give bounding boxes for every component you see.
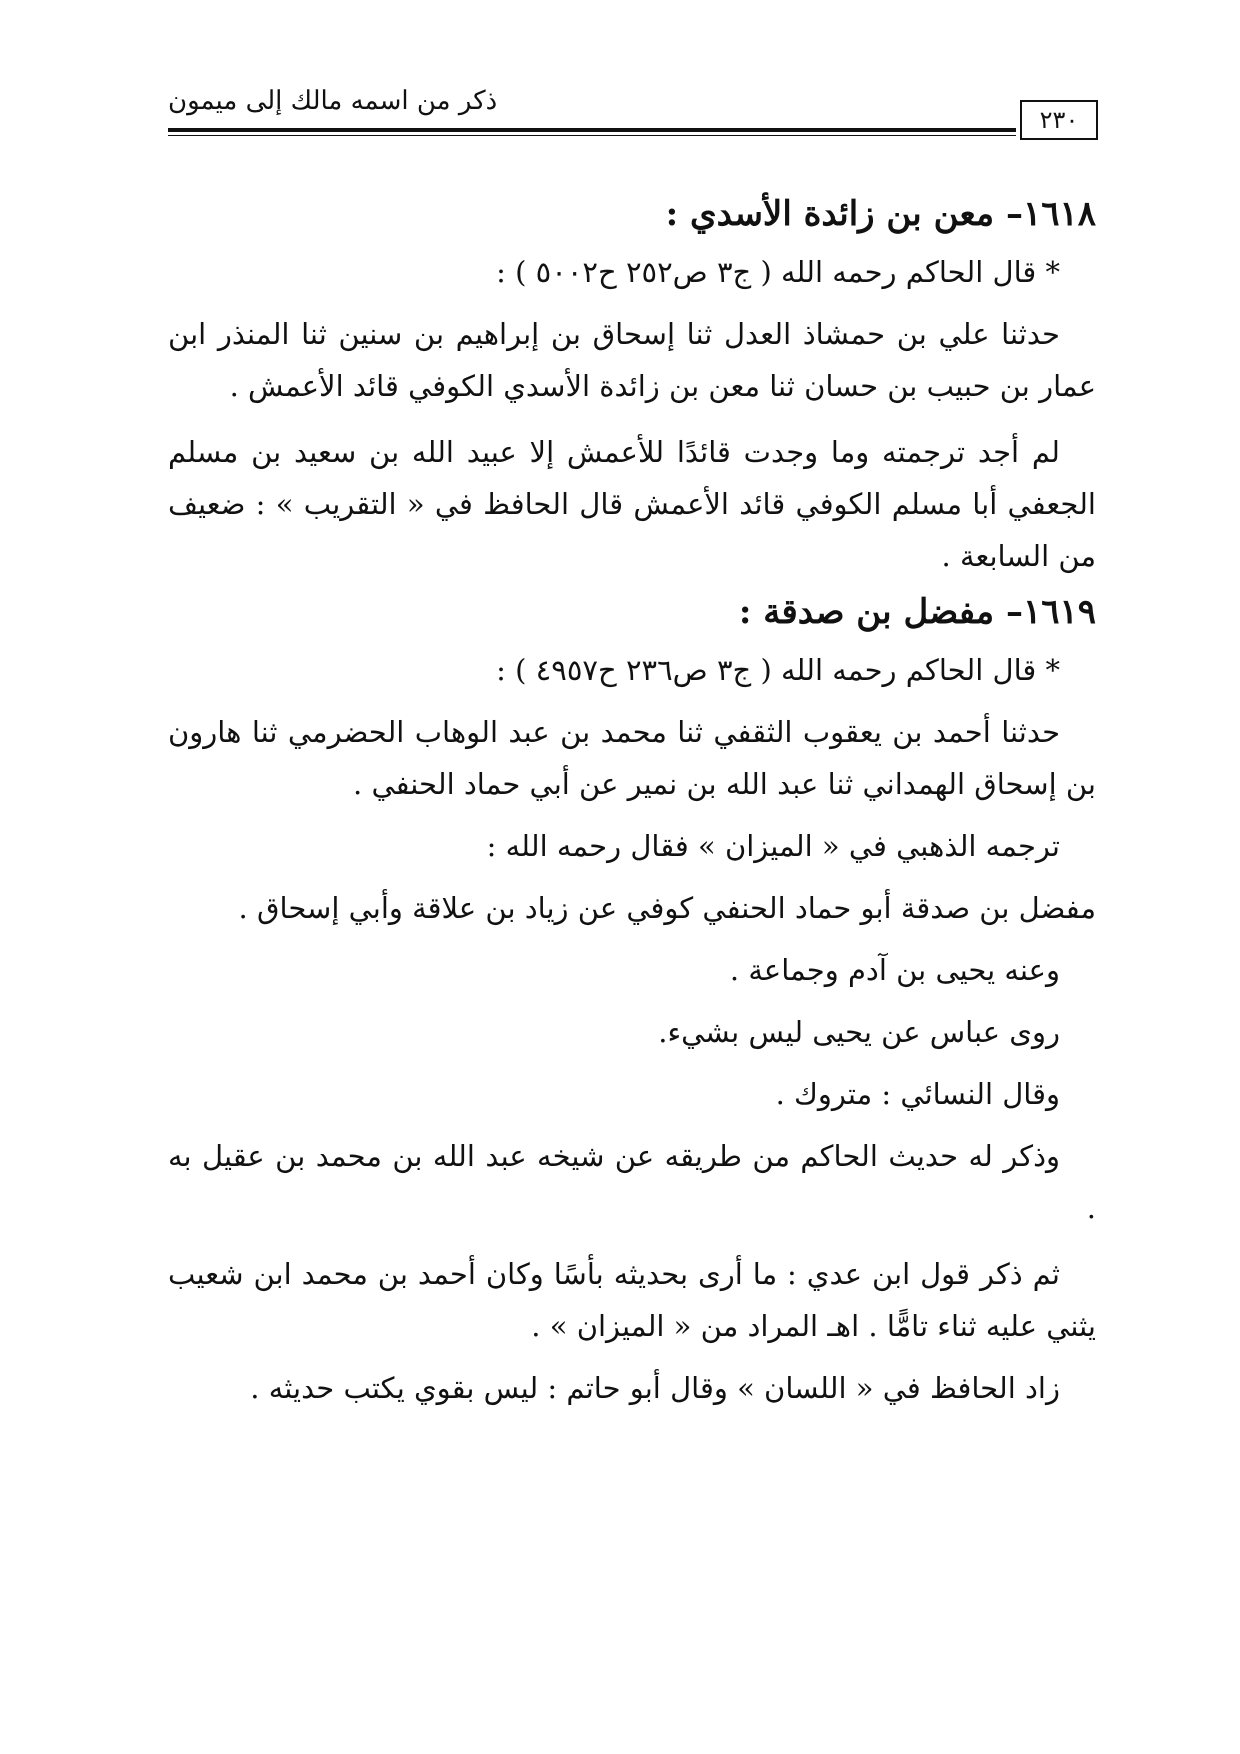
quote-paragraph: ثم ذكر قول ابن عدي : ما أرى بحديثه بأسًا وكان أحمد بن محمد ابن شعيب يثني عليه ثناء تامًّا . اهـ المراد من « الميزان » . bbox=[168, 1257, 1096, 1343]
quote-paragraph: وعنه يحيى بن آدم وجماعة . bbox=[729, 953, 1060, 987]
commentary-paragraph: ترجمه الذهبي في « الميزان » فقال رحمه الله : bbox=[486, 829, 1060, 863]
quote-paragraph: روى عباس عن يحيى ليس بشيء. bbox=[658, 1015, 1060, 1049]
header-rule-thin bbox=[168, 135, 1016, 136]
page-body bbox=[168, 188, 1096, 1414]
commentary-paragraph: لم أجد ترجمته وما وجدت قائدًا للأعمش إلا عبيد الله بن سعيد بن مسلم الجعفي أبا مسلم الكوفي قائد الأعمش قال الحافظ في « التقريب » : ضعيف من السابعة . bbox=[168, 435, 1096, 573]
quote-paragraph: زاد الحافظ في « اللسان » وقال أبو حاتم : ليس بقوي يكتب حديثه . bbox=[250, 1371, 1060, 1405]
running-header bbox=[168, 78, 1098, 150]
quote-paragraph: مفضل بن صدقة أبو حماد الحنفي كوفي عن زياد بن علاقة وأبي إسحاق . bbox=[238, 891, 1096, 925]
entry-heading: ١٦١٨– معن بن زائدة الأسدي : bbox=[665, 194, 1096, 234]
source-citation: * قال الحاكم رحمه الله ( ج٣ ص٢٣٦ ح٤٩٥٧ ) : bbox=[496, 653, 1060, 687]
entry-1618 bbox=[168, 188, 1096, 582]
page-number: ٢٣٠ bbox=[1020, 100, 1098, 140]
quote-paragraph: وقال النسائي : متروك . bbox=[775, 1077, 1060, 1111]
entry-heading: ١٦١٩– مفضل بن صدقة : bbox=[738, 592, 1096, 632]
quote-paragraph: وذكر له حديث الحاكم من طريقه عن شيخه عبد الله بن محمد بن عقيل به . bbox=[168, 1139, 1096, 1225]
isnad-paragraph: حدثنا أحمد بن يعقوب الثقفي ثنا محمد بن عبد الوهاب الحضرمي ثنا هارون بن إسحاق الهمداني ثنا عبد الله بن نمير عن أبي حماد الحنفي . bbox=[168, 715, 1096, 801]
header-title: ذكر من اسمه مالك إلى ميمون bbox=[168, 86, 498, 116]
isnad-paragraph: حدثنا علي بن حمشاذ العدل ثنا إسحاق بن إبراهيم بن سنين ثنا المنذر ابن عمار بن حبيب بن حسان ثنا معن بن زائدة الأسدي الكوفي قائد الأعمش . bbox=[168, 317, 1096, 403]
entry-1619 bbox=[168, 586, 1096, 1414]
header-rule-thick bbox=[168, 128, 1016, 132]
source-citation: * قال الحاكم رحمه الله ( ج٣ ص٢٥٢ ح٥٠٠٢ ) : bbox=[496, 255, 1060, 289]
